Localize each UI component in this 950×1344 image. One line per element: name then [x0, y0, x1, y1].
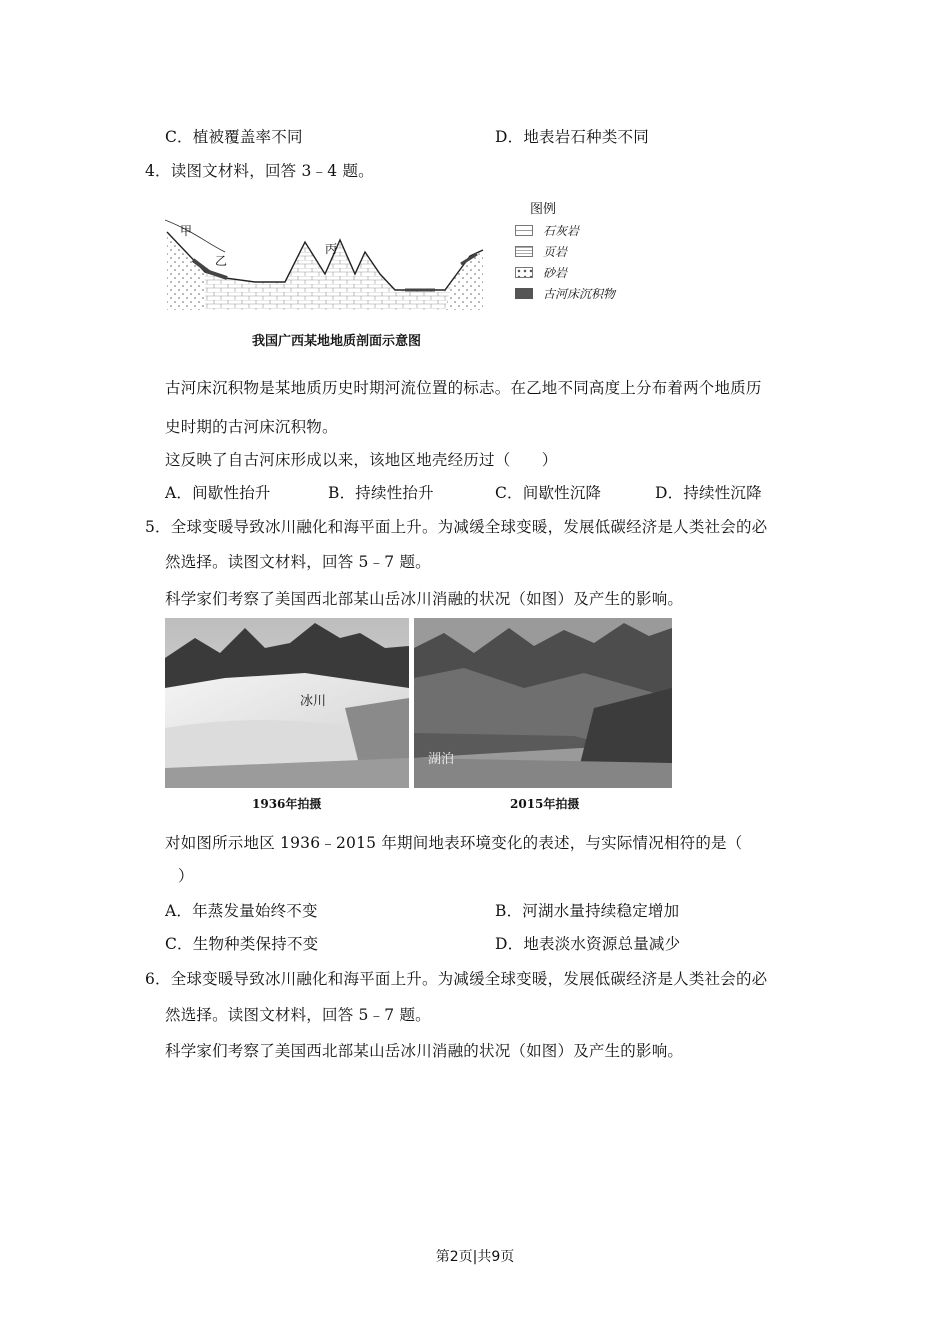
q5-intro: 科学家们考察了美国西北部某山岳冰川消融的状况（如图）及产生的影响。 [165, 590, 684, 608]
shale-swatch [515, 246, 533, 257]
q4-paragraph-line1: 古河床沉积物是某地质历史时期河流位置的标志。在乙地不同高度上分布着两个地质历 [165, 379, 762, 397]
q4-option-b: B．持续性抬升 [328, 484, 434, 502]
q4-stem: 4．读图文材料，回答 3﹣4 题。 [145, 162, 374, 180]
q3-option-c: C．植被覆盖率不同 [165, 128, 303, 146]
label-bing: 丙 [325, 242, 338, 256]
glacier-label: 冰川 [300, 694, 327, 709]
q3-option-d: D．地表岩石种类不同 [495, 128, 649, 146]
lake-label: 湖泊 [428, 752, 455, 767]
q6-stem-line2: 然选择。读图文材料，回答 5﹣7 题。 [165, 1006, 431, 1024]
legend-label-ancient-riverbed: 古河床沉积物 [543, 287, 616, 301]
legend-title: 图例 [530, 202, 557, 217]
q5-option-a: A．年蒸发量始终不变 [165, 902, 318, 920]
ancient-riverbed-swatch [515, 288, 533, 299]
legend-item-limestone [515, 222, 579, 239]
photo-2015-caption: 2015年拍摄 [510, 797, 580, 811]
glacier-photo-1936 [165, 618, 409, 788]
legend-label-shale: 页岩 [543, 245, 568, 259]
legend-item-sandstone [515, 264, 567, 281]
photo-1936-caption: 1936年拍摄 [252, 797, 322, 811]
q4-question: 这反映了自古河床形成以来，该地区地壳经历过（ ） [165, 451, 558, 469]
legend-item-ancient-riverbed [515, 285, 615, 302]
sandstone-swatch [515, 267, 533, 278]
geologic-cross-section [165, 212, 485, 312]
q4-option-c: C．间歇性沉降 [495, 484, 602, 502]
q4-paragraph-line2: 史时期的古河床沉积物。 [165, 418, 338, 436]
label-yi: 乙 [215, 254, 228, 268]
legend-label-sandstone: 砂岩 [543, 266, 568, 280]
q6-stem-line1: 6．全球变暖导致冰川融化和海平面上升。为减缓全球变暖，发展低碳经济是人类社会的必 [145, 970, 768, 988]
label-jia: 甲 [180, 224, 193, 238]
q4-option-d: D．持续性沉降 [655, 484, 762, 502]
q5-stem-line1: 5．全球变暖导致冰川融化和海平面上升。为减缓全球变暖，发展低碳经济是人类社会的必 [145, 518, 768, 536]
figure-caption: 我国广西某地地质剖面示意图 [252, 334, 422, 349]
q5-question-line2: ） [178, 867, 194, 885]
page-footer: 第2页|共9页 [435, 1249, 515, 1265]
q5-option-b: B．河湖水量持续稳定增加 [495, 902, 680, 920]
q5-option-c: C．生物种类保持不变 [165, 935, 319, 953]
legend-item-shale [515, 243, 567, 260]
limestone-swatch [515, 225, 533, 236]
q4-option-a: A．间歇性抬升 [165, 484, 271, 502]
q5-stem-line2: 然选择。读图文材料，回答 5﹣7 题。 [165, 553, 431, 571]
q5-question-line1: 对如图所示地区 1936﹣2015 年期间地表环境变化的表述，与实际情况相符的是（ [165, 834, 743, 852]
q6-intro: 科学家们考察了美国西北部某山岳冰川消融的状况（如图）及产生的影响。 [165, 1042, 684, 1060]
q5-option-d: D．地表淡水资源总量减少 [495, 935, 681, 953]
legend-label-limestone: 石灰岩 [543, 224, 580, 238]
